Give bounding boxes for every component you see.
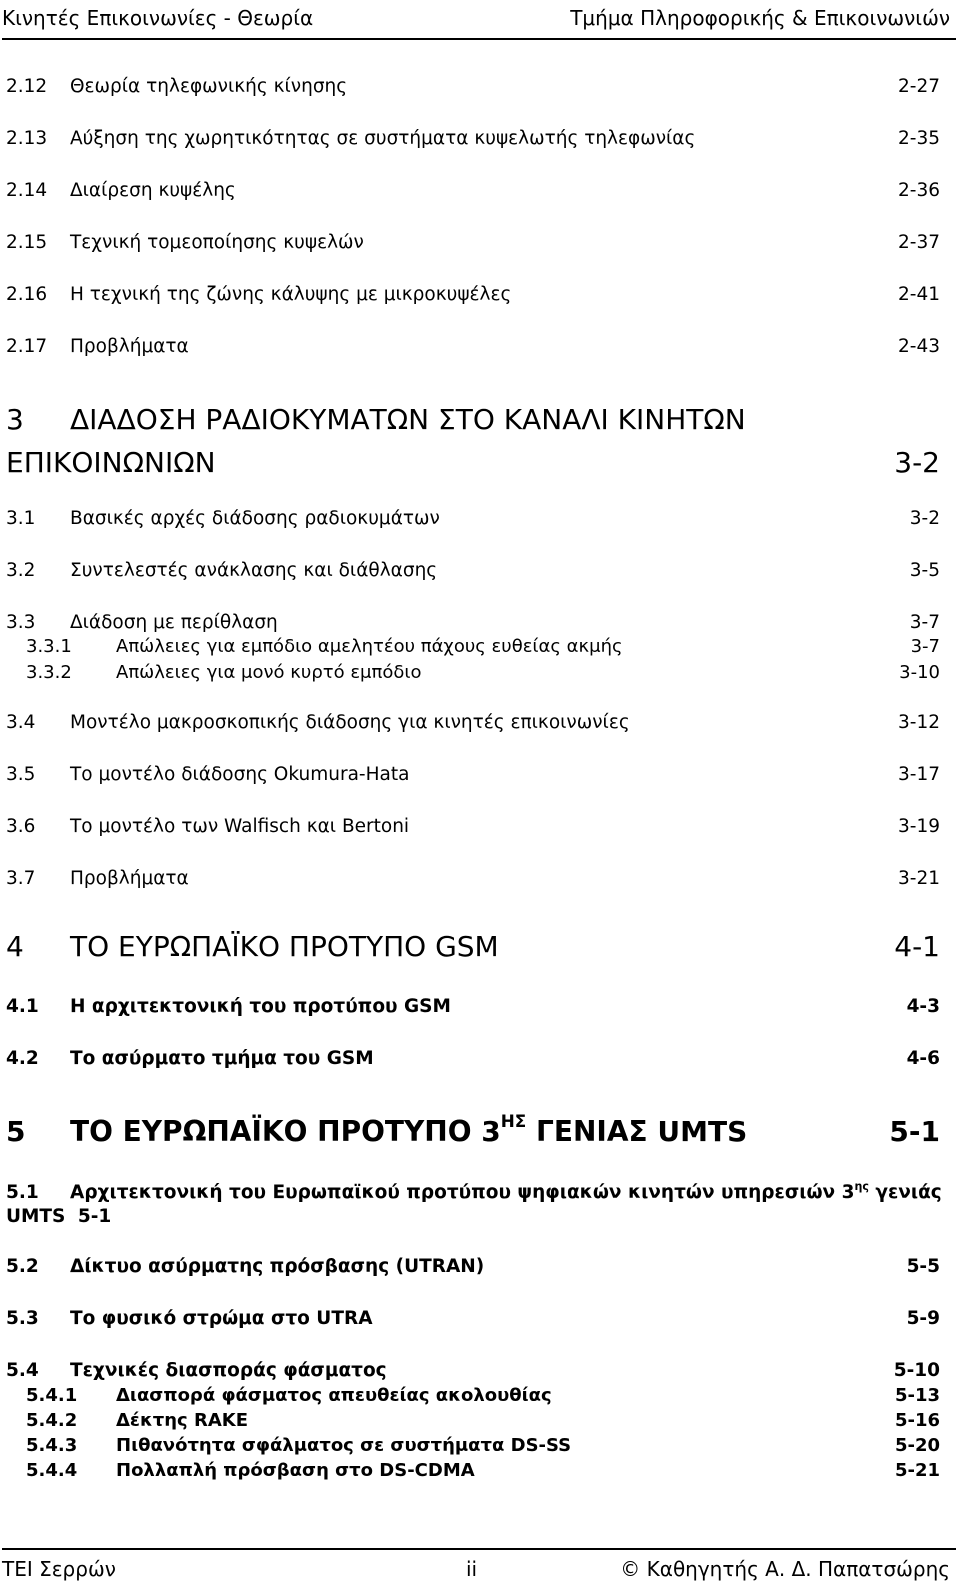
toc-number: 4.1 <box>6 996 39 1017</box>
toc-page: 2-41 <box>898 284 940 305</box>
toc-title: Το φυσικό στρώμα στο UTRA <box>70 1308 373 1329</box>
chapter-title-line1: ΔΙΑΔΟΣΗ ΡΑΔΙΟΚΥΜΑΤΩΝ ΣΤΟ ΚΑΝΑΛΙ ΚΙΝΗΤΩΝ <box>70 403 746 436</box>
toc-page: 2-43 <box>898 336 940 357</box>
toc-title: Προβλήματα <box>70 336 189 357</box>
toc-number: 3.5 <box>6 764 36 785</box>
toc-number: 3.1 <box>6 508 36 529</box>
toc-number: 5.4.3 <box>26 1435 78 1456</box>
toc-page: 5-20 <box>894 1435 940 1456</box>
toc-title: Πολλαπλή πρόσβαση στο DS-CDMA <box>116 1460 475 1481</box>
chapter-number: 3 <box>6 403 24 436</box>
toc-title: Απώλειες για μονό κυρτό εμπόδιο <box>116 662 422 683</box>
toc-page: 3-21 <box>898 868 940 889</box>
chapter-page: 5-1 <box>889 1115 940 1148</box>
toc-page: 3-5 <box>909 560 940 581</box>
header-course-title: Κινητές Επικοινωνίες - Θεωρία <box>2 6 314 30</box>
toc-title: Δίκτυο ασύρματης πρόσβασης (UTRAN) <box>70 1256 485 1277</box>
toc-title: Η αρχιτεκτονική του προτύπου GSM <box>70 996 451 1017</box>
toc-page: 3-17 <box>898 764 940 785</box>
toc-number: 2.15 <box>6 232 48 253</box>
toc-page: 3-7 <box>909 612 940 633</box>
toc-page: 5-10 <box>893 1360 940 1381</box>
chapter-title: ΤΟ ΕΥΡΩΠΑΪΚΟ ΠΡΟΤΥΠΟ GSM <box>70 930 499 963</box>
toc-page: 5-16 <box>894 1410 940 1431</box>
toc-title: Τεχνική τομεοποίησης κυψελών <box>70 232 364 253</box>
toc-page: 5-13 <box>894 1385 940 1406</box>
toc-number: 2.14 <box>6 180 48 201</box>
toc-page: 3-7 <box>910 636 940 657</box>
toc-number: 5.4 <box>6 1360 39 1381</box>
toc-title: Αρχιτεκτονική του Ευρωπαϊκού προτύπου ψηφιακών κινητών υπηρεσιών $3^{\eta\varsigma}$ γενιάς <box>70 1180 942 1203</box>
toc-title: Διασπορά φάσματος απευθείας ακολουθίας <box>116 1385 552 1406</box>
toc-title: Προβλήματα <box>70 868 189 889</box>
toc-page: 3-12 <box>898 712 940 733</box>
toc-title: Αύξηση της χωρητικότητας σε συστήματα κυψελωτής τηλεφωνίας <box>70 128 696 149</box>
toc-number: 2.13 <box>6 128 48 149</box>
footer-institution: ΤΕΙ Σερρών <box>2 1557 116 1581</box>
toc-page: 5-9 <box>906 1308 940 1329</box>
toc-title: Τεχνικές διασποράς φάσματος <box>70 1360 387 1381</box>
toc-page: 2-37 <box>898 232 940 253</box>
toc-title: Δέκτης RAKE <box>116 1410 249 1431</box>
toc-page: 3-2 <box>909 508 940 529</box>
toc-page: 3-10 <box>899 662 940 683</box>
footer-page-number: ii <box>466 1557 478 1581</box>
chapter-page: 3-2 <box>894 446 940 479</box>
toc-title: Πιθανότητα σφάλματος σε συστήματα DS-SS <box>116 1435 572 1456</box>
toc-number: 2.16 <box>6 284 48 305</box>
toc-title-line2: UMTS <box>6 1206 66 1227</box>
toc-number: 5.1 <box>6 1182 39 1203</box>
toc-number: 3.7 <box>6 868 36 889</box>
toc-number: 5.2 <box>6 1256 39 1277</box>
header-department: Τμήμα Πληροφορικής & Επικοινωνιών <box>570 6 950 30</box>
toc-number: 5.4.4 <box>26 1460 78 1481</box>
toc-number: 3.2 <box>6 560 36 581</box>
toc-number: 5.4.1 <box>26 1385 78 1406</box>
toc-number: 3.4 <box>6 712 36 733</box>
toc-title: Η τεχνική της ζώνης κάλυψης με μικροκυψέλες <box>70 284 512 305</box>
page-footer <box>0 1549 960 1589</box>
toc-page: 4-3 <box>906 996 940 1017</box>
header-rule <box>2 38 956 40</box>
toc-number: 3.3.1 <box>26 636 72 657</box>
toc-page: 3-19 <box>898 816 940 837</box>
toc-page: 5-5 <box>906 1256 940 1277</box>
toc-page: 2-35 <box>898 128 940 149</box>
chapter-title-line2: ΕΠΙΚΟΙΝΩΝΙΩΝ <box>6 446 216 479</box>
toc-number: 5.4.2 <box>26 1410 78 1431</box>
toc-number: 5.3 <box>6 1308 39 1329</box>
toc-title: Απώλειες για εμπόδιο αμελητέου πάχους ευθείας ακμής <box>116 636 623 657</box>
toc-number: 4.2 <box>6 1048 39 1069</box>
toc-page: 2-27 <box>898 76 940 97</box>
toc-number: 2.12 <box>6 76 48 97</box>
chapter-number: 4 <box>6 930 24 963</box>
toc-title: Μοντέλο μακροσκοπικής διάδοσης για κινητές επικοινωνίες <box>70 712 630 733</box>
toc-title: Το μοντέλο των Walfisch και Bertoni <box>70 816 410 837</box>
toc-title: Θεωρία τηλεφωνικής κίνησης <box>70 76 348 97</box>
footer-copyright: © Καθηγητής Α. Δ. Παπατσώρης <box>620 1557 950 1581</box>
toc-page: 5-1 <box>77 1206 112 1227</box>
toc-number: 2.17 <box>6 336 48 357</box>
toc-page: 2-36 <box>898 180 940 201</box>
toc-page: 5-21 <box>894 1460 940 1481</box>
toc-entry-5-1-cont[interactable] <box>6 1206 111 1227</box>
toc-title: Το μοντέλο διάδοσης Okumura-Hata <box>70 764 410 785</box>
toc-number: 3.3 <box>6 612 36 633</box>
toc-title: Διαίρεση κυψέλης <box>70 180 236 201</box>
toc-title: Βασικές αρχές διάδοσης ραδιοκυμάτων <box>70 508 440 529</box>
toc-title: Συντελεστές ανάκλασης και διάθλασης <box>70 560 438 581</box>
chapter-title: ΤΟ ΕΥΡΩΠΑΪΚΟ ΠΡΟΤΥΠΟ $3^{H\Sigma}$ ΓΕΝΙΑΣ UMTS <box>70 1111 748 1148</box>
toc-title: Το ασύρματο τμήμα του GSM <box>70 1048 374 1069</box>
page-header <box>0 0 960 40</box>
chapter-number: 5 <box>6 1115 26 1148</box>
toc-number: 3.3.2 <box>26 662 72 683</box>
chapter-page: 4-1 <box>894 930 940 963</box>
toc-title: Διάδοση με περίθλαση <box>70 612 278 633</box>
toc-number: 3.6 <box>6 816 36 837</box>
toc-page: 4-6 <box>906 1048 940 1069</box>
